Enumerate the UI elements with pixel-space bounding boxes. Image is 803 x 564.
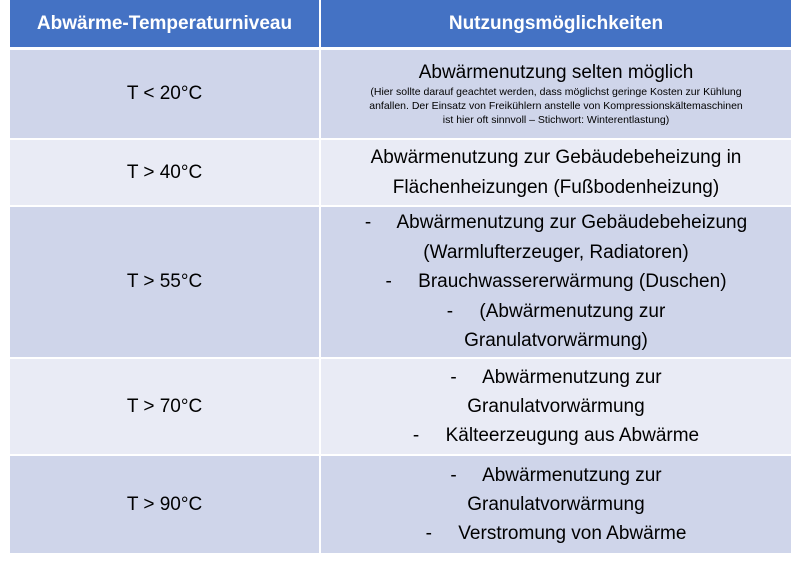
usage-line: Flächenheizungen (Fußbodenheizung) — [392, 176, 720, 198]
temperature-cell: T < 20°C — [10, 50, 319, 138]
table-row — [10, 359, 791, 454]
usage-line: - Verstromung von Abwärme — [425, 523, 687, 544]
usage-note-line: anfallen. Der Einsatz von Freikühlern anstelle von Kompressionskältemaschinen — [369, 100, 743, 112]
temperature-cell: T > 40°C — [10, 140, 319, 205]
usage-line: - Brauchwassererwärmung (Duschen) — [385, 271, 727, 293]
usage-line: Granulatvorwärmung — [467, 494, 645, 515]
usage-line: Granulatvorwärmung) — [464, 330, 648, 352]
usage-cell — [321, 207, 791, 357]
usage-line: (Warmlufterzeuger, Radiatoren) — [423, 241, 689, 263]
usage-line: - Kälteerzeugung aus Abwärme — [412, 425, 700, 446]
usage-cell — [321, 359, 791, 454]
usage-line: - (Abwärmenutzung zur — [446, 300, 666, 322]
temperature-cell: T > 55°C — [10, 207, 319, 357]
usage-line: Granulatvorwärmung — [467, 396, 645, 417]
usage-title: Abwärmenutzung selten möglich — [418, 62, 694, 83]
usage-line: - Abwärmenutzung zur — [450, 465, 662, 486]
usage-line: Abwärmenutzung zur Gebäudebeheizung in — [370, 146, 742, 168]
header-temperature-level: Abwärme-Temperaturniveau — [10, 0, 319, 47]
usage-note-line: (Hier sollte darauf geachtet werden, dass möglichst geringe Kosten zur Kühlung — [370, 86, 742, 98]
usage-line: - Abwärmenutzung zur Gebäudebeheizung — [364, 212, 748, 234]
usage-cell — [321, 456, 791, 553]
usage-line: - Abwärmenutzung zur — [450, 367, 662, 388]
table-row — [10, 207, 791, 357]
temperature-usage-table — [10, 0, 791, 553]
temperature-cell: T > 70°C — [10, 359, 319, 454]
table-row — [10, 50, 791, 138]
usage-note-line: ist hier oft sinnvoll – Stichwort: Winterentlastung) — [442, 114, 670, 126]
usage-cell — [321, 140, 791, 205]
table-row — [10, 140, 791, 205]
temperature-cell: T > 90°C — [10, 456, 319, 553]
usage-cell — [321, 50, 791, 138]
table-row — [10, 456, 791, 553]
table-header-row — [10, 0, 791, 47]
header-usage-options: Nutzungsmöglichkeiten — [321, 0, 791, 47]
